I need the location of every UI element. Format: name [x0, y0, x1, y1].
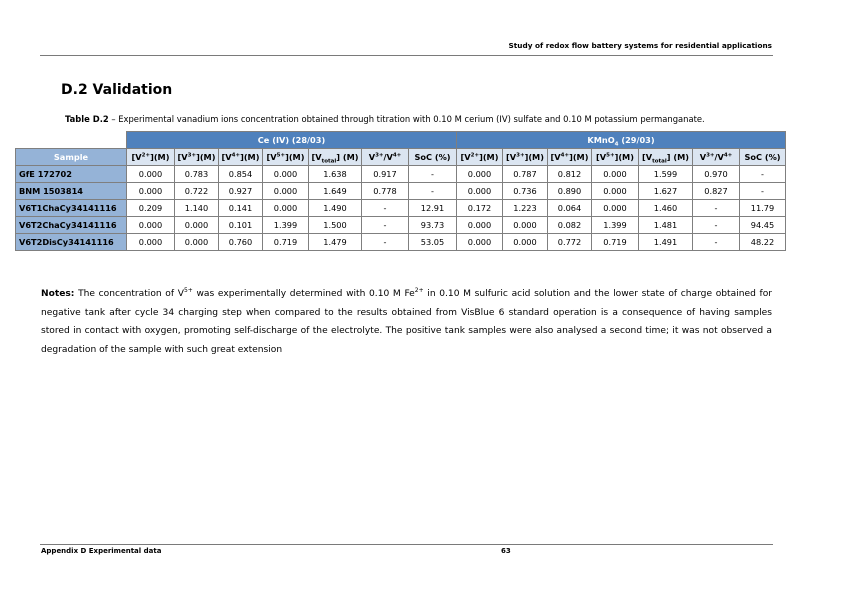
table-cell: 0.000 — [127, 234, 175, 251]
table-caption-separator: – — [108, 114, 119, 124]
table-cell: 0.812 — [548, 166, 592, 183]
table-cell: 0.000 — [503, 234, 548, 251]
header-superscript: 5+ — [276, 152, 286, 159]
table-cell: 0.000 — [263, 166, 309, 183]
header-superscript: 5+ — [606, 152, 615, 159]
notes-text: was experimentally determined with 0.10 M Fe — [192, 289, 415, 299]
table-cell: 0.000 — [175, 234, 219, 251]
table-cell: - — [693, 217, 740, 234]
table-cell: 0.000 — [127, 217, 175, 234]
table-cell: 0.172 — [457, 200, 503, 217]
table-cell: 1.399 — [592, 217, 639, 234]
table-cell: 0.000 — [263, 183, 309, 200]
header-superscript: 3+ — [375, 152, 384, 159]
table-cell: 12.91 — [409, 200, 457, 217]
table-cell: 0.927 — [219, 183, 263, 200]
table-cell: 1.599 — [639, 166, 693, 183]
column-header — [639, 149, 693, 166]
empty-corner-cell — [16, 132, 127, 149]
header-superscript: 4+ — [723, 152, 733, 159]
header-divider — [40, 55, 773, 56]
column-header — [503, 149, 548, 166]
permanganate-group-header — [457, 132, 786, 149]
table-cell: 0.000 — [175, 217, 219, 234]
table-cell: 1.460 — [639, 200, 693, 217]
table-cell: 1.649 — [309, 183, 362, 200]
table-cell: 53.05 — [409, 234, 457, 251]
footer-divider — [40, 544, 773, 545]
header-superscript: 2+ — [141, 152, 151, 159]
header-superscript: 2+ — [470, 152, 480, 159]
column-header — [175, 149, 219, 166]
table-cell: 1.223 — [503, 200, 548, 217]
sample-name-cell: GfE 172702 — [16, 166, 127, 183]
column-header-row — [16, 149, 786, 166]
table-cell: 0.000 — [592, 200, 639, 217]
table-caption-label: Table D.2 — [65, 114, 109, 124]
header-part: V — [368, 152, 376, 162]
column-header — [592, 149, 639, 166]
header-part: [V — [266, 152, 277, 162]
section-title: D.2 Validation — [61, 82, 173, 98]
table-caption — [65, 114, 705, 124]
column-header — [263, 149, 309, 166]
table-cell: 1.479 — [309, 234, 362, 251]
column-header — [219, 149, 263, 166]
header-part: [V — [131, 152, 142, 162]
header-part: [V — [506, 152, 517, 162]
table-cell: 0.783 — [175, 166, 219, 183]
header-part: V — [699, 152, 707, 162]
header-superscript: 4+ — [560, 152, 570, 159]
header-subscript: total — [321, 158, 337, 165]
table-caption-text: Experimental vanadium ions concentration obtained through titration with 0.10 M cerium (IV) sulfate and 0.10 M potassium permanganate. — [118, 114, 705, 124]
header-part: ] (M) — [336, 152, 359, 162]
sample-name-cell: V6T2ChaCy34141116 — [16, 217, 127, 234]
table-cell: 1.500 — [309, 217, 362, 234]
header-superscript: 3+ — [516, 152, 525, 159]
notes-label: Notes: — [41, 289, 75, 299]
table-cell: 11.79 — [740, 200, 786, 217]
table-cell: 0.719 — [592, 234, 639, 251]
sample-name-cell: V6T2DisCy34141116 — [16, 234, 127, 251]
notes-paragraph — [41, 285, 772, 359]
table-cell: 0.000 — [503, 217, 548, 234]
column-header — [362, 149, 409, 166]
header-part: /V — [714, 152, 724, 162]
table-cell: 0.000 — [592, 183, 639, 200]
table-cell: 93.73 — [409, 217, 457, 234]
table-cell: - — [740, 166, 786, 183]
column-header — [693, 149, 740, 166]
table-cell: 1.638 — [309, 166, 362, 183]
table-cell: 1.491 — [639, 234, 693, 251]
footer-appendix-title: Appendix D Experimental data — [41, 547, 162, 555]
table-cell: 0.082 — [548, 217, 592, 234]
header-part: [V — [177, 152, 188, 162]
header-part: ](M) — [150, 152, 170, 162]
table-cell: 0.722 — [175, 183, 219, 200]
table-cell: - — [693, 200, 740, 217]
table-cell: 1.481 — [639, 217, 693, 234]
header-superscript: 4+ — [392, 152, 402, 159]
table-cell: 0.000 — [457, 166, 503, 183]
permanganate-date: (29/03) — [618, 135, 655, 145]
table-cell: - — [362, 217, 409, 234]
table-row — [16, 166, 786, 183]
table-cell: 0.000 — [127, 183, 175, 200]
table-cell: 94.45 — [740, 217, 786, 234]
header-part: [V — [311, 152, 322, 162]
column-header: SoC (%) — [740, 149, 786, 166]
header-part: ](M) — [196, 152, 216, 162]
sample-name-cell: V6T1ChaCy34141116 — [16, 200, 127, 217]
table-cell: 0.736 — [503, 183, 548, 200]
table-cell: 0.778 — [362, 183, 409, 200]
notes-superscript: 2+ — [414, 286, 424, 294]
table-cell: 0.209 — [127, 200, 175, 217]
table-cell: - — [740, 183, 786, 200]
header-superscript: 4+ — [231, 152, 241, 159]
table-cell: 0.101 — [219, 217, 263, 234]
header-part: ](M) — [285, 152, 305, 162]
notes-superscript: 5+ — [183, 286, 193, 294]
table-cell: 0.854 — [219, 166, 263, 183]
header-subscript: total — [652, 158, 667, 165]
notes-text: The concentration of V — [74, 289, 184, 299]
table-cell: 0.000 — [457, 234, 503, 251]
header-part: ] (M) — [666, 152, 689, 162]
header-part: [V — [550, 152, 561, 162]
table-cell: 0.827 — [693, 183, 740, 200]
titration-table — [15, 131, 786, 251]
column-header — [457, 149, 503, 166]
table-cell: 1.490 — [309, 200, 362, 217]
header-part: [V — [596, 152, 607, 162]
table-cell: 0.000 — [263, 200, 309, 217]
table-cell: 0.000 — [457, 183, 503, 200]
group-header-row — [16, 132, 786, 149]
header-part: ](M) — [240, 152, 260, 162]
header-superscript: 3+ — [187, 152, 197, 159]
header-part: [V — [460, 152, 471, 162]
header-part: ](M) — [569, 152, 589, 162]
permanganate-formula: KMnO — [587, 135, 615, 145]
table-row — [16, 183, 786, 200]
permanganate-subscript: 4 — [614, 141, 619, 148]
column-header — [309, 149, 362, 166]
table-row — [16, 217, 786, 234]
header-part: ](M) — [524, 152, 544, 162]
table-cell: 1.399 — [263, 217, 309, 234]
table-cell: - — [693, 234, 740, 251]
table-cell: 0.787 — [503, 166, 548, 183]
header-part: /V — [383, 152, 393, 162]
sample-column-header: Sample — [16, 149, 127, 166]
table-row — [16, 234, 786, 251]
table-cell: 0.141 — [219, 200, 263, 217]
table-cell: 0.772 — [548, 234, 592, 251]
table-row — [16, 200, 786, 217]
running-header: Study of redox flow battery systems for residential applications — [508, 41, 772, 50]
header-part: [V — [642, 152, 653, 162]
page-number: 63 — [501, 547, 511, 555]
notes-text: in 0.10 M sulfuric acid solution and the lower state of charge obtained for negative tank after cycle 34 charging step when compared to the results obtained from VisBlue 6 standard operation is a consequence of having samples stored in contact with oxygen, promoting self-discharge of the electrolyte. The positive tank samples were also analysed a second time; it was not observed a degradation of the sample with such great extension — [41, 289, 773, 355]
cerium-group-header: Ce (IV) (28/03) — [127, 132, 457, 149]
table-cell: 0.064 — [548, 200, 592, 217]
table-cell: - — [362, 200, 409, 217]
header-superscript: 3+ — [706, 152, 715, 159]
table-cell: - — [409, 183, 457, 200]
table-cell: 0.970 — [693, 166, 740, 183]
header-part: [V — [221, 152, 232, 162]
table-cell: - — [362, 234, 409, 251]
table-cell: 1.627 — [639, 183, 693, 200]
table-cell: 0.000 — [592, 166, 639, 183]
column-header — [127, 149, 175, 166]
table-cell: - — [409, 166, 457, 183]
column-header: SoC (%) — [409, 149, 457, 166]
table-cell: 1.140 — [175, 200, 219, 217]
table-cell: 48.22 — [740, 234, 786, 251]
header-part: ](M) — [614, 152, 634, 162]
column-header — [548, 149, 592, 166]
header-part: ](M) — [479, 152, 499, 162]
table-cell: 0.000 — [457, 217, 503, 234]
table-cell: 0.917 — [362, 166, 409, 183]
table-cell: 0.000 — [127, 166, 175, 183]
table-cell: 0.760 — [219, 234, 263, 251]
table-cell: 0.719 — [263, 234, 309, 251]
table-cell: 0.890 — [548, 183, 592, 200]
sample-name-cell: BNM 1503814 — [16, 183, 127, 200]
